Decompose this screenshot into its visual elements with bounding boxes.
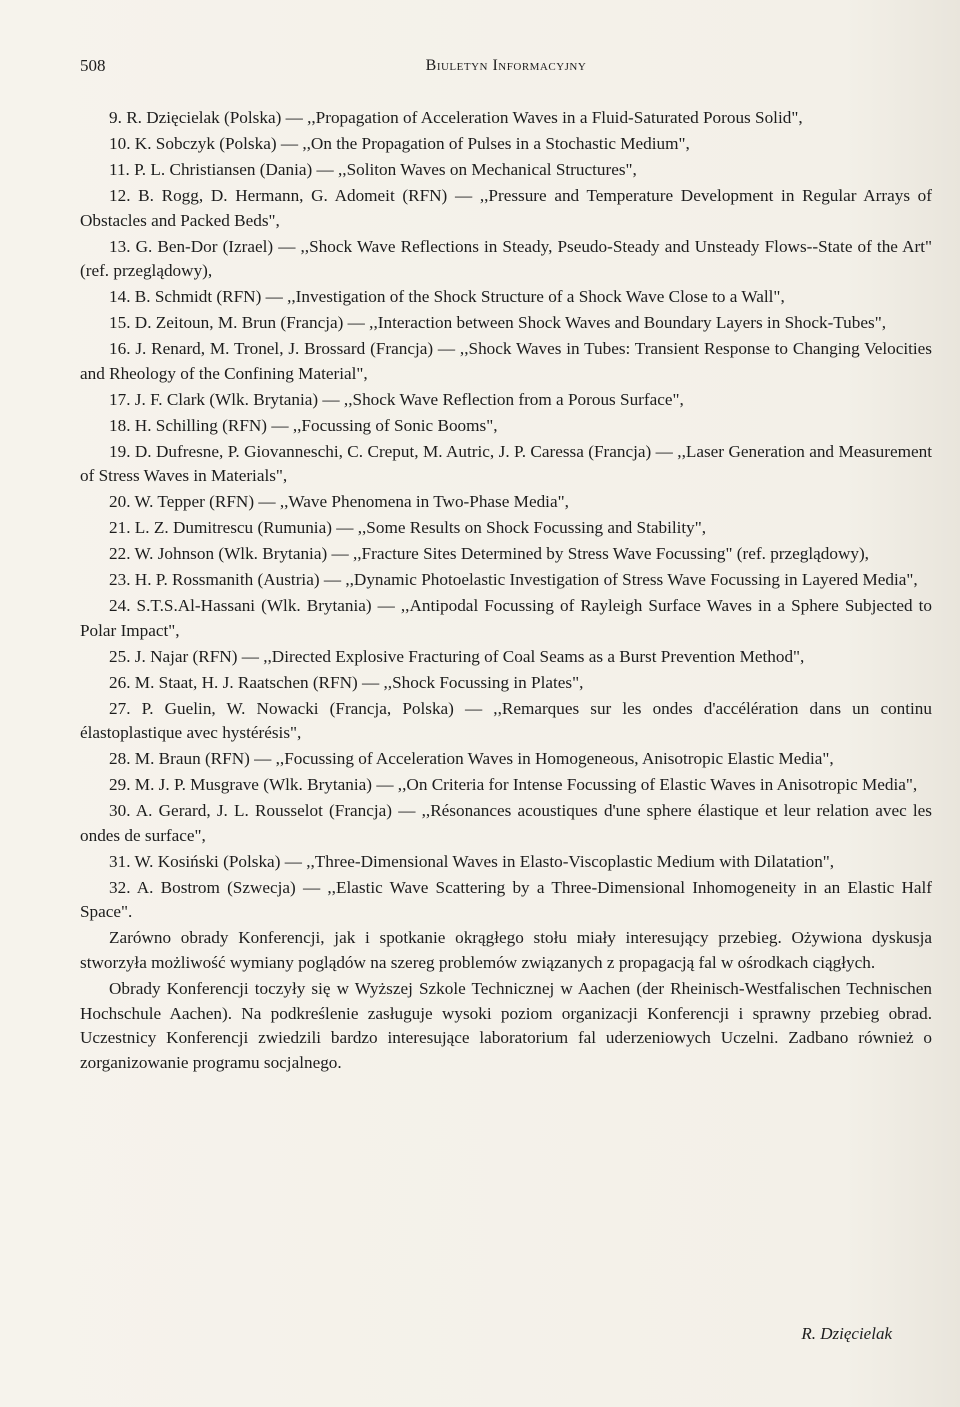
body-paragraph-venue: Obrady Konferencji toczyły się w Wyższej Szkole Technicznej w Aachen (der Rheinisch-Westfalischen Technischen Hochschule Aachen). Na podkreślenie zasługuje wysoki poziom organizacji Konferencji i sprawny przebieg obrad. Uczestnicy Konferencji zwiedzili bardzo interesujące laboratorium fal uderzeniowych Uczelni. Zadbano również o zorganizowanie programu socjalnego.	[80, 978, 932, 1072]
reference-entry-21: 21. L. Z. Dumitrescu (Rumunia) — ,,Some Results on Shock Focussing and Stability",	[109, 518, 707, 538]
reference-entry-12: 12. B. Rogg, D. Hermann, G. Adomeit (RFN) — ,,Pressure and Temperature Development in Regular Arrays of Obstacles and Packed Beds",	[80, 185, 932, 230]
reference-entry-9: 9. R. Dzięcielak (Polska) — ,,Propagation of Acceleration Waves in a Fluid-Saturated Porous Solid",	[109, 108, 803, 127]
reference-entry-10: 10. K. Sobczyk (Polska) — ,,On the Propagation of Pulses in a Stochastic Medium",	[109, 133, 690, 153]
author-signature: R. Dzięcielak	[801, 1324, 892, 1343]
reference-entry-14: 14. B. Schmidt (RFN) — ,,Investigation of the Shock Structure of a Shock Wave Close to a Wall",	[109, 287, 785, 307]
body-paragraph-discussion: Zarówno obrady Konferencji, jak i spotkanie okrągłego stołu miały interesujący przebieg. Ożywiona dyskusja stworzyła możliwość wymiany poglądów na szereg problemów związanych z propagacją fal w ośrodkach ciągłych.	[80, 928, 932, 972]
page-number: 508	[80, 56, 106, 75]
running-head: Biuletyn Informacyjny	[425, 57, 587, 74]
page-header	[80, 56, 932, 82]
reference-entry-31: 31. W. Kosiński (Polska) — ,,Three-Dimensional Waves in Elasto-Viscoplastic Medium with Dilatation",	[109, 851, 835, 871]
reference-entry-11: 11. P. L. Christiansen (Dania) — ,,Soliton Waves on Mechanical Structures",	[109, 159, 637, 179]
reference-entry-25: 25. J. Najar (RFN) — ,,Directed Explosive Fracturing of Coal Seams as a Burst Prevention Method",	[109, 646, 805, 666]
reference-entry-15: 15. D. Zeitoun, M. Brun (Francja) — ,,Interaction between Shock Waves and Boundary Layers in Shock-Tubes",	[109, 313, 887, 333]
reference-entry-20: 20. W. Tepper (RFN) — ,,Wave Phenomena in Two-Phase Media",	[109, 492, 569, 512]
document-body	[80, 106, 932, 1077]
reference-entry-18: 18. H. Schilling (RFN) — ,,Focussing of Sonic Booms",	[109, 415, 498, 435]
reference-entry-27: 27. P. Guelin, W. Nowacki (Francja, Polska) — ,,Remarques sur les ondes d'accélération dans un continu élastoplastique avec hystérésis",	[80, 698, 932, 743]
reference-entry-24: 24. S.T.S.Al-Hassani (Wlk. Brytania) — ,,Antipodal Focussing of Rayleigh Surface Waves in a Sphere Subjected to Polar Impact",	[80, 596, 932, 640]
reference-entry-17: 17. J. F. Clark (Wlk. Brytania) — ,,Shock Wave Reflection from a Porous Surface",	[109, 389, 684, 409]
reference-entry-26: 26. M. Staat, H. J. Raatschen (RFN) — ,,Shock Focussing in Plates",	[109, 672, 584, 692]
reference-entry-22: 22. W. Johnson (Wlk. Brytania) — ,,Fracture Sites Determined by Stress Wave Focussing" (ref. przeglądowy),	[109, 544, 869, 564]
reference-entry-30: 30. A. Gerard, J. L. Rousselot (Francja) — ,,Résonances acoustiques d'une sphere élastique et leur relation avec les ondes de surface",	[80, 801, 932, 845]
reference-entry-32: 32. A. Bostrom (Szwecja) — ,,Elastic Wave Scattering by a Three-Dimensional Inhomogeneity in an Elastic Half Space".	[80, 877, 932, 922]
reference-entry-28: 28. M. Braun (RFN) — ,,Focussing of Acceleration Waves in Homogeneous, Anisotropic Elastic Media",	[109, 749, 834, 769]
reference-entry-13: 13. G. Ben-Dor (Izrael) — ,,Shock Wave Reflections in Steady, Pseudo-Steady and Unsteady Flows--State of the Art" (ref. przeglądowy),	[80, 236, 932, 281]
reference-entry-29: 29. M. J. P. Musgrave (Wlk. Brytania) — ,,On Criteria for Intense Focussing of Elastic Waves in Anisotropic Media",	[109, 775, 918, 795]
reference-entry-23: 23. H. P. Rossmanith (Austria) — ,,Dynamic Photoelastic Investigation of Stress Wave Focussing in Layered Media",	[109, 570, 918, 590]
reference-entry-19: 19. D. Dufresne, P. Giovanneschi, C. Creput, M. Autric, J. P. Caressa (Francja) — ,,Laser Generation and Measurement of Stress Waves in Materials",	[80, 441, 932, 486]
reference-entry-16: 16. J. Renard, M. Tronel, J. Brossard (Francja) — ,,Shock Waves in Tubes: Transient Response to Changing Velocities and Rheology of the Confining Material",	[80, 339, 932, 383]
